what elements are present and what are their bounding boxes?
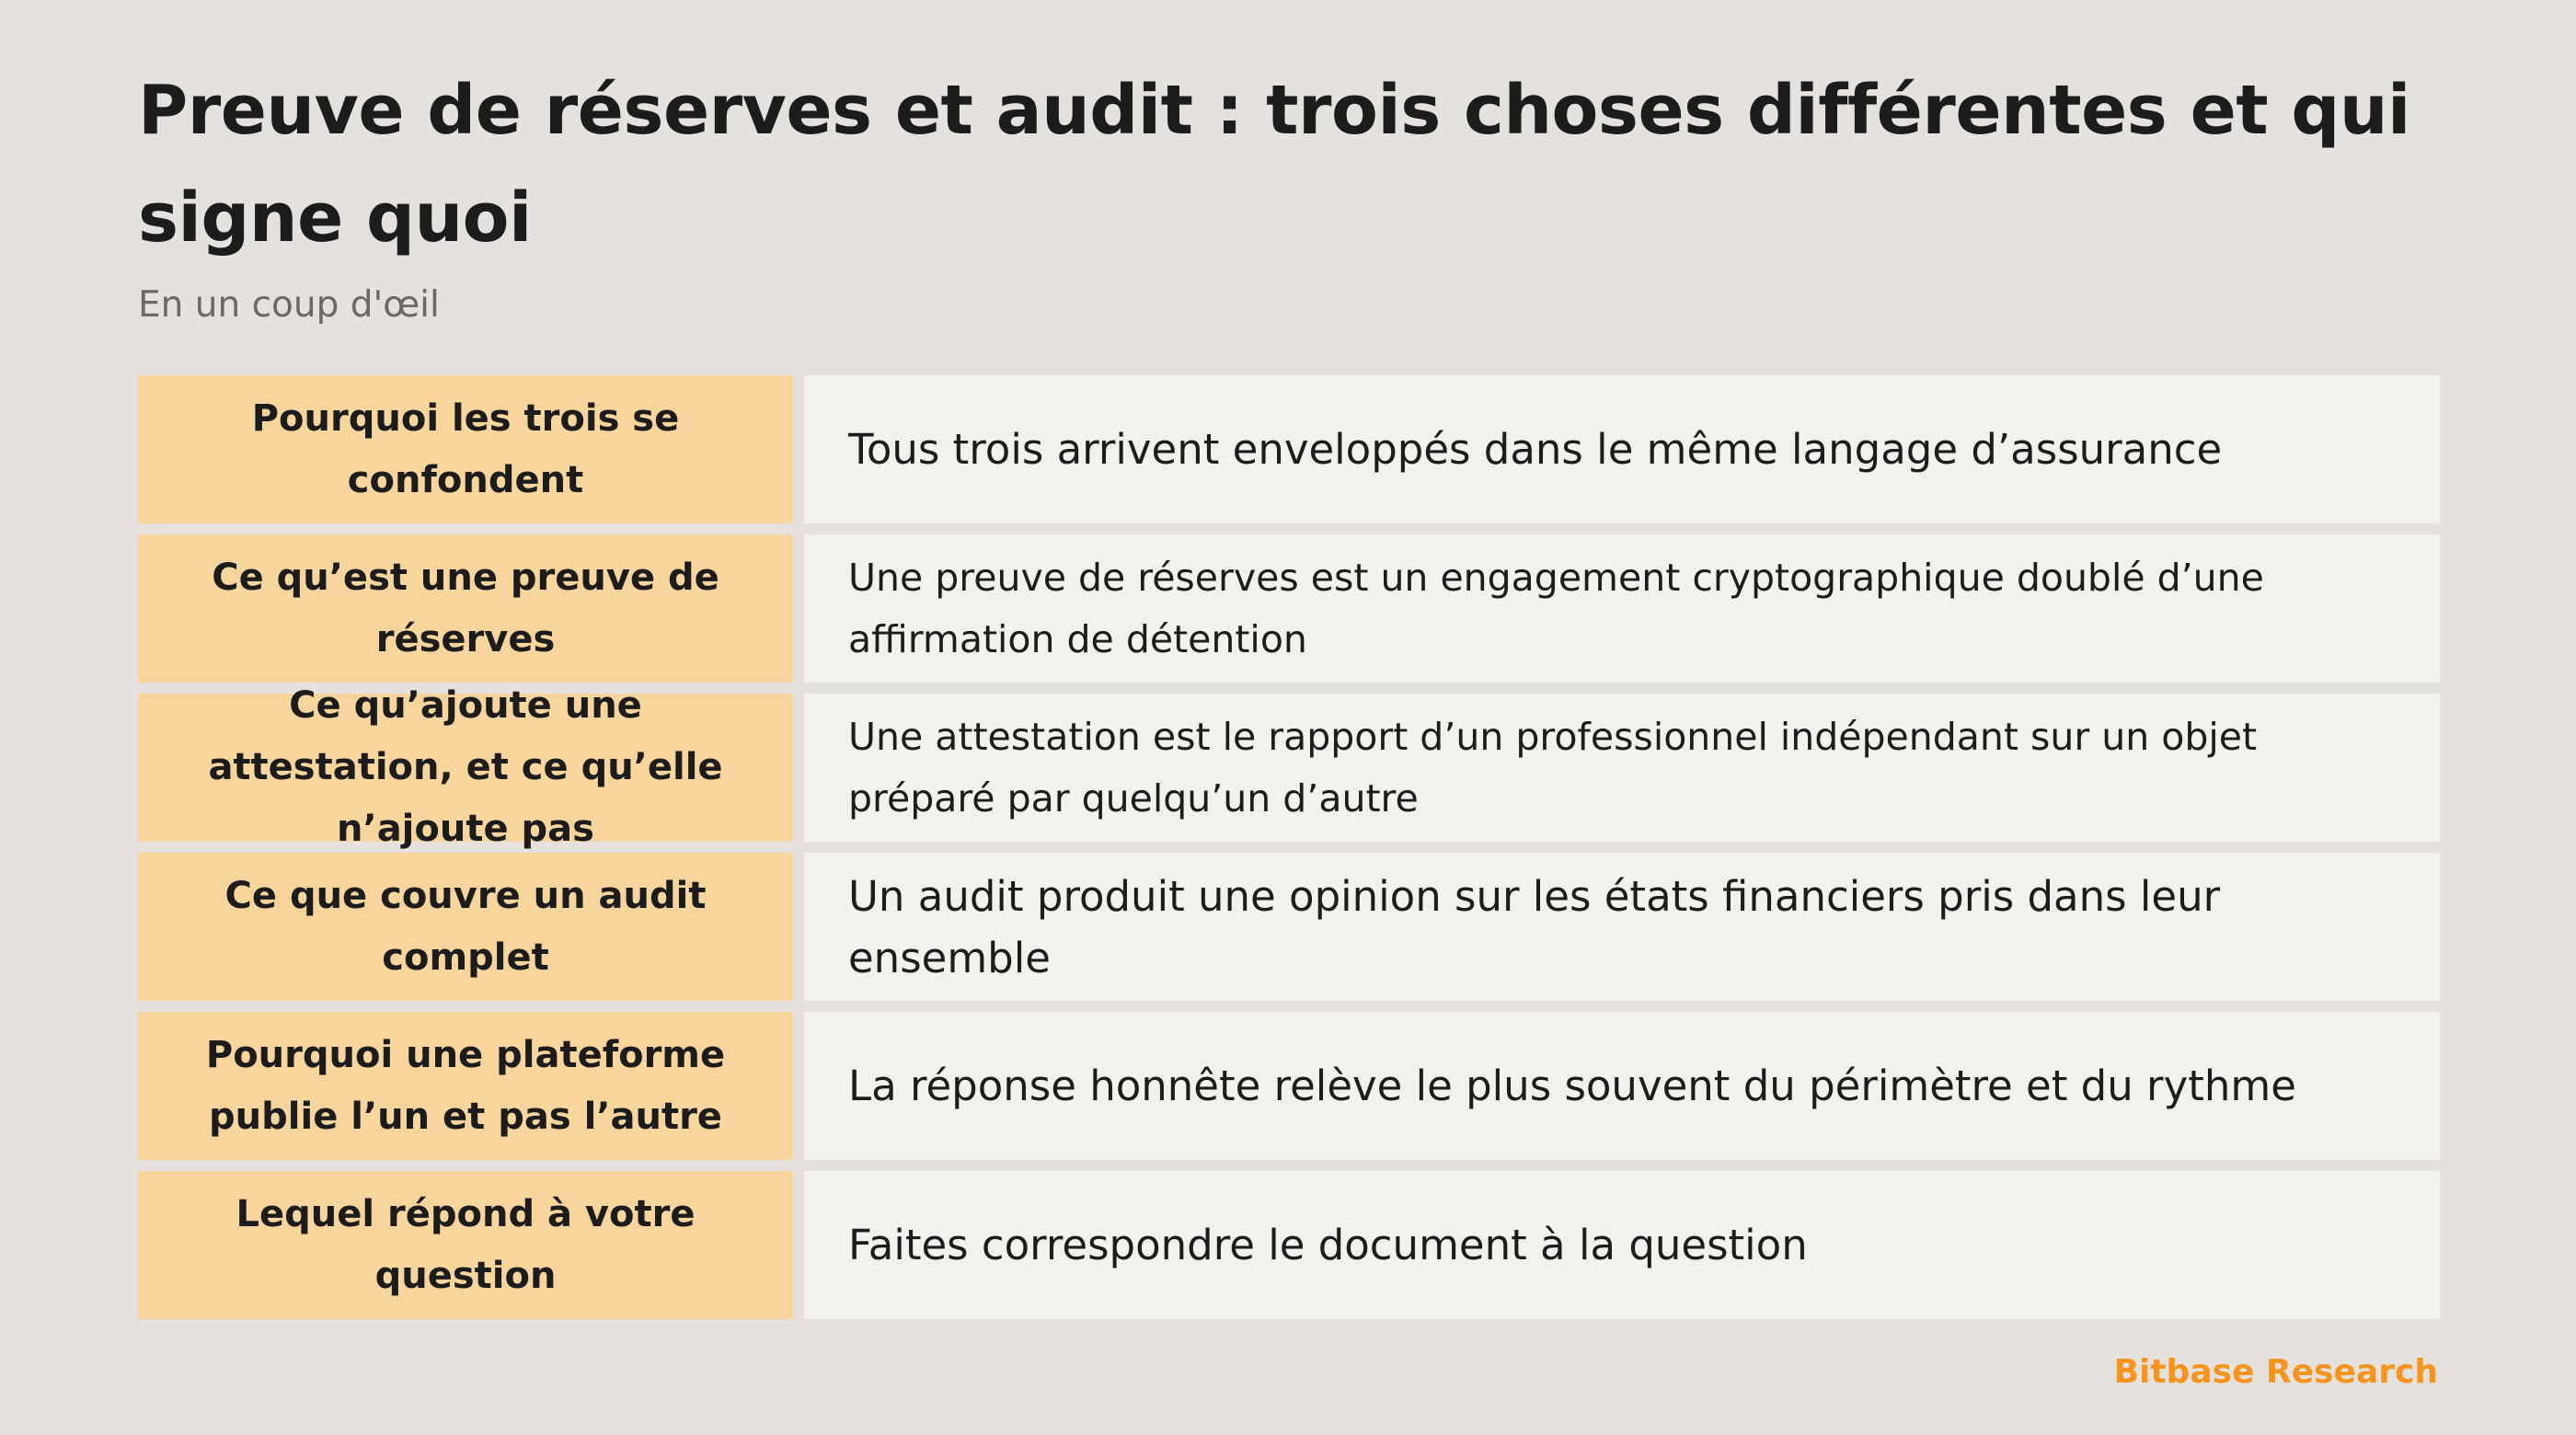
row-label-cell [138,853,793,1001]
row-label-cell [138,534,793,683]
row-description: Une preuve de réserves est un engagement cryptographique doublé d’une affirmation de détention [848,555,2264,661]
table-row [138,1012,2440,1160]
row-label: Pourquoi les trois se confondent [251,396,680,501]
row-label-cell [138,684,793,850]
row-label-cell [138,375,793,523]
row-description: La réponse honnête relève le plus souvent du périmètre et du rythme [848,1062,2296,1110]
row-description-cell [804,375,2440,523]
row-description-cell [804,694,2440,842]
brand-logo-text: Bitbase Research [2113,1353,2438,1391]
row-description: Faites correspondre le document à la question [848,1221,1808,1269]
table-row [138,684,2440,850]
row-label: Pourquoi une plateforme publie l’un et pas l’autre [205,1033,726,1138]
row-description-cell [804,853,2440,1001]
page-title: Preuve de réserves et audit : trois choses différentes et qui signe quoi [138,71,2410,258]
row-description-cell [804,1012,2440,1160]
summary-table [138,375,2440,1319]
row-description-cell [804,534,2440,683]
row-description: Une attestation est le rapport d’un professionnel indépendant sur un objet préparé par quelqu’un d’autre [848,714,2258,821]
table-row [138,534,2440,683]
row-label-cell [138,1171,793,1319]
row-label: Ce que couvre un audit complet [224,874,707,979]
table-row [138,1171,2440,1319]
row-label: Lequel répond à votre question [236,1192,696,1297]
row-label-cell [138,1012,793,1160]
row-label: Ce qu’est une preuve de réserves [212,556,719,660]
row-description-cell [804,1171,2440,1319]
table-row [138,853,2440,1001]
row-description: Un audit produit une opinion sur les états financiers pris dans leur ensemble [848,871,2221,982]
page-subtitle: En un coup d'œil [138,284,440,326]
table-row [138,375,2440,523]
row-label: Ce qu’ajoute une attestation, et ce qu’elle n’ajoute pas [208,684,723,850]
row-description: Tous trois arrivent enveloppés dans le même langage d’assurance [848,425,2223,474]
